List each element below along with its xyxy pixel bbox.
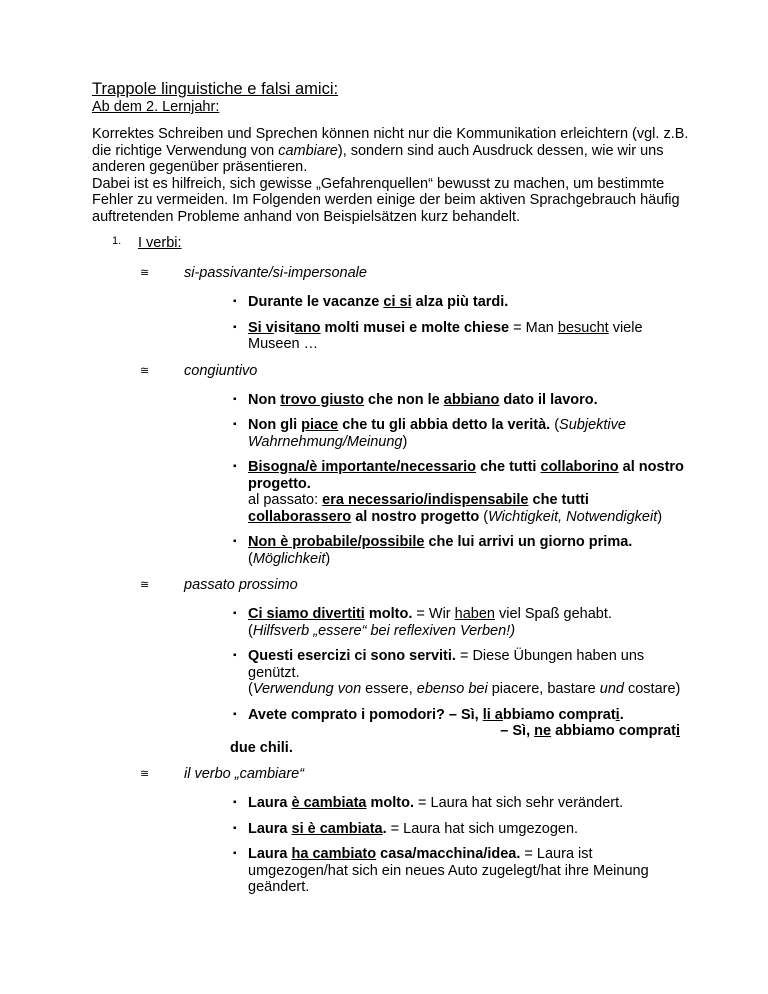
square-bullet-icon: ▪ (233, 321, 237, 333)
topic-heading (92, 766, 692, 786)
square-bullet-icon: ▪ (233, 608, 237, 619)
intro-text: Korrektes Schreiben und Sprechen können nicht nur die Kommunikation erleichtern (vgl. z.B. die richtige Verwendung von (92, 126, 689, 159)
approx-icon: ≅ (140, 267, 150, 279)
list-item: ▪ Laura si è cambiata. = Laura hat sich umgezogen. (233, 820, 579, 837)
square-bullet-icon: ▪ (233, 296, 237, 307)
intro-paragraph-1 (92, 126, 692, 176)
list-item: ▪ Questi esercizi ci sono serviti. = Diese Übungen haben uns genützt. (Verwendung von essere, ebenso bei piacere, bastare und costare) (233, 648, 681, 697)
list-item: ▪ Non trovo giusto che non le abbiano dato il lavoro. (233, 391, 598, 408)
intro-italic: cambiare (278, 142, 338, 159)
topic-label: il verbo „cambiare“ (184, 766, 305, 782)
list-item: ▪ Si visitano molti musei e molte chiese = Man besucht viele Museen … (233, 319, 643, 352)
square-bullet-icon: ▪ (233, 822, 237, 834)
page-subtitle: Ab dem 2. Lernjahr: (92, 99, 220, 115)
list-item: ▪ Avete comprato i pomodori? – Sì, li abbiamo comprati. – Sì, ne abbiamo comprati (233, 706, 680, 739)
document-page (92, 80, 692, 896)
list-item: ▪ Ci siamo divertiti molto. = Wir haben viel Spaß gehabt. (Hilfsverb „essere“ bei reflexiven Verben!) (233, 606, 612, 639)
square-bullet-icon: ▪ (233, 461, 237, 472)
list-item: ▪ Durante le vacanze ci si alza più tardi. (233, 294, 509, 310)
square-bullet-icon: ▪ (233, 393, 237, 405)
section-heading (92, 235, 692, 255)
continuation-text: due chili. (230, 739, 293, 756)
intro-paragraph-2: Dabei ist es hilfreich, sich gewisse „Gefahrenquellen“ bewusst zu machen, um bestimmte Fehler zu vermeiden. Im Folgenden werden einige der beim aktiven Sprachgebrauch häufig auftretenden Probleme anhand von Beispielsätzen kurz behandelt. (92, 175, 680, 225)
section-label: I verbi: (138, 235, 182, 251)
square-bullet-icon: ▪ (233, 848, 237, 859)
list-item: ▪ Non gli piace che tu gli abbia detto la verità. (Subjektive Wahrnehmung/Meinung) (233, 417, 626, 450)
topic-label: passato prossimo (184, 577, 298, 593)
square-bullet-icon: ▪ (233, 536, 237, 547)
square-bullet-icon: ▪ (233, 419, 237, 430)
topic-heading (92, 265, 692, 285)
topic-label: congiuntivo (184, 362, 258, 379)
list-item: ▪ Laura ha cambiato casa/macchina/idea. = Laura ist umgezogen/hat sich ein neues Auto zugelegt/hat ihre Meinung geändert. (233, 846, 649, 895)
approx-icon: ≅ (140, 768, 150, 780)
list-item: ▪ Non è probabile/possibile che lui arrivi un giorno prima. (Möglichkeit) (233, 534, 633, 567)
approx-icon: ≅ (140, 579, 150, 591)
approx-icon: ≅ (140, 364, 150, 377)
page-title: Trappole linguistiche e falsi amici: (92, 80, 339, 98)
topic-heading (92, 363, 692, 383)
topic-label: si-passivante/si-impersonale (184, 265, 367, 281)
list-item: ▪ Bisogna/è importante/necessario che tutti collaborino al nostro progetto. al passato: era necessario/indispensabile che tutti collaborassero al nostro progetto (Wichtigkeit, Notwendigkeit) (233, 459, 684, 525)
list-item: ▪ Laura è cambiata molto. = Laura hat sich sehr verändert. (233, 795, 624, 811)
section-number: 1. (112, 235, 122, 247)
square-bullet-icon: ▪ (233, 650, 237, 661)
square-bullet-icon: ▪ (233, 797, 237, 808)
intro-text: ), sondern sind auch Ausdruck dessen, wie wir uns anderen gegenüber präsentieren. (92, 142, 664, 175)
topic-heading (92, 577, 692, 597)
square-bullet-icon: ▪ (233, 708, 237, 720)
